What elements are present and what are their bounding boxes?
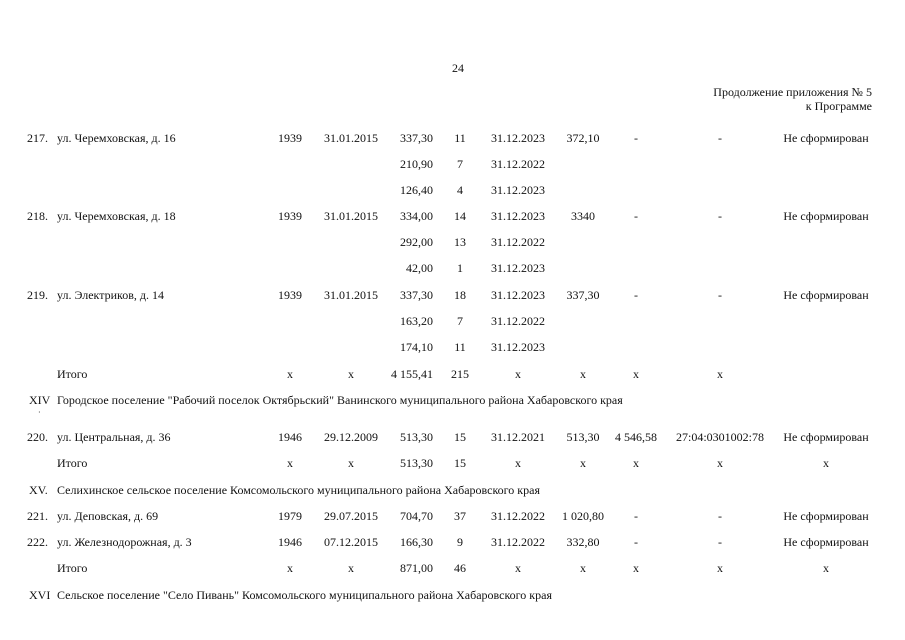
area2-cell: 3340 [571,209,595,223]
date-cell: 29.12.2009 [324,430,378,444]
area-cell: 174,10 [400,340,433,354]
cost-cell: - [634,509,638,523]
row-number: 217. [27,131,48,145]
date-cell: 31.01.2015 [324,131,378,145]
deadline-cell: 31.12.2023 [491,340,545,354]
cost-cell: х [633,367,639,381]
address-cell: ул. Электриков, д. 14 [57,288,165,302]
deadline-cell: 31.12.2021 [491,430,545,444]
row-number: 219. [27,288,48,302]
stray-dot: · [38,408,41,417]
cadastre-cell: - [718,535,722,549]
section-title: Сельское поселение "Село Пивань" Комсомольского муниципального района Хабаровского края [57,588,552,602]
cost-cell: - [634,288,638,302]
continuation-note [713,85,872,113]
row-number: 222. [27,535,48,549]
residents-cell: 14 [454,209,466,223]
year-cell: 1979 [278,509,302,523]
year-cell: 1939 [278,131,302,145]
area2-cell: 337,30 [566,288,600,302]
area2-cell: х [580,456,586,470]
area-cell: 513,30 [400,456,433,470]
area2-cell: 1 020,80 [562,509,604,523]
status-cell: Не сформирован [783,509,869,523]
area2-cell: 332,80 [566,535,600,549]
continuation-line-2: к Программе [805,99,872,113]
status-cell: Не сформирован [783,288,869,302]
area-cell: 126,40 [400,183,433,197]
deadline-cell: 31.12.2022 [491,235,545,249]
area-cell: 163,20 [400,314,433,328]
cadastre-cell: 27:04:0301002:78 [675,430,765,444]
cost-cell: - [634,131,638,145]
total-label: Итого [57,561,88,575]
residents-cell: 7 [457,314,463,328]
area-cell: 42,00 [406,261,433,275]
address-cell: ул. Железнодорожная, д. 3 [57,535,192,549]
deadline-cell: 31.12.2022 [491,535,545,549]
residents-cell: 15 [454,456,466,470]
row-number: 220. [27,430,48,444]
section-number: XVI [29,588,51,602]
address-cell: ул. Черемховская, д. 16 [57,131,176,145]
deadline-cell: 31.12.2023 [491,209,545,223]
date-cell: х [348,367,354,381]
section-number: XV. [29,483,48,497]
area2-cell: 513,30 [566,430,600,444]
area-cell: 292,00 [400,235,433,249]
status-cell: х [823,456,829,470]
cadastre-cell: - [718,131,722,145]
residents-cell: 7 [457,157,463,171]
date-cell: 31.01.2015 [324,209,378,223]
cost-cell: х [633,456,639,470]
status-cell: Не сформирован [783,430,869,444]
year-cell: х [287,456,293,470]
deadline-cell: х [515,561,521,575]
area-cell: 337,30 [400,131,433,145]
area2-cell: х [580,561,586,575]
section-title: Селихинское сельское поселение Комсомольского муниципального района Хабаровского края [57,483,540,497]
deadline-cell: 31.12.2023 [491,131,545,145]
address-cell: ул. Центральная, д. 36 [57,430,171,444]
address-cell: ул. Черемховская, д. 18 [57,209,176,223]
date-cell: 07.12.2015 [324,535,378,549]
total-label: Итого [57,456,88,470]
area-cell: 871,00 [400,561,433,575]
area-cell: 210,90 [400,157,433,171]
cadastre-cell: - [718,209,722,223]
area-cell: 166,30 [400,535,433,549]
year-cell: 1939 [278,209,302,223]
residents-cell: 18 [454,288,466,302]
status-cell: Не сформирован [783,131,869,145]
status-cell: Не сформирован [783,535,869,549]
residents-cell: 46 [454,561,466,575]
year-cell: х [287,367,293,381]
residents-cell: 4 [457,183,463,197]
year-cell: х [287,561,293,575]
residents-cell: 9 [457,535,463,549]
deadline-cell: 31.12.2022 [491,314,545,328]
year-cell: 1939 [278,288,302,302]
area2-cell: 372,10 [566,131,600,145]
deadline-cell: 31.12.2022 [491,157,545,171]
cost-cell: - [634,209,638,223]
cost-cell: - [634,535,638,549]
area-cell: 334,00 [400,209,433,223]
status-cell: Не сформирован [783,209,869,223]
deadline-cell: 31.12.2022 [491,509,545,523]
residents-cell: 15 [454,430,466,444]
date-cell: 29.07.2015 [324,509,378,523]
area-cell: 513,30 [400,430,433,444]
deadline-cell: 31.12.2023 [491,261,545,275]
residents-cell: 11 [454,131,466,145]
address-cell: ул. Деповская, д. 69 [57,509,159,523]
cadastre-cell: х [717,561,723,575]
area-cell: 337,30 [400,288,433,302]
area2-cell: х [580,367,586,381]
status-cell: х [823,561,829,575]
deadline-cell: х [515,456,521,470]
row-number: 221. [27,509,48,523]
date-cell: х [348,561,354,575]
deadline-cell: 31.12.2023 [491,288,545,302]
page-number: 24 [452,61,464,75]
row-number: 218. [27,209,48,223]
section-number: XIV [29,393,51,407]
section-title: Городское поселение "Рабочий поселок Октябрьский" Ванинского муниципального района Хабаровского края [57,393,623,407]
area-cell: 4 155,41 [391,367,433,381]
date-cell: х [348,456,354,470]
deadline-cell: 31.12.2023 [491,183,545,197]
residents-cell: 1 [457,261,463,275]
cadastre-cell: - [718,288,722,302]
date-cell: 31.01.2015 [324,288,378,302]
residents-cell: 215 [451,367,469,381]
cadastre-cell: - [718,509,722,523]
year-cell: 1946 [278,535,302,549]
total-label: Итого [57,367,88,381]
deadline-cell: х [515,367,521,381]
residents-cell: 37 [454,509,466,523]
cadastre-cell: х [717,367,723,381]
cadastre-cell: х [717,456,723,470]
cost-cell: х [633,561,639,575]
area-cell: 704,70 [400,509,433,523]
residents-cell: 11 [454,340,466,354]
year-cell: 1946 [278,430,302,444]
cost-cell: 4 546,58 [615,430,657,444]
residents-cell: 13 [454,235,466,249]
continuation-line-1: Продолжение приложения № 5 [713,85,872,99]
